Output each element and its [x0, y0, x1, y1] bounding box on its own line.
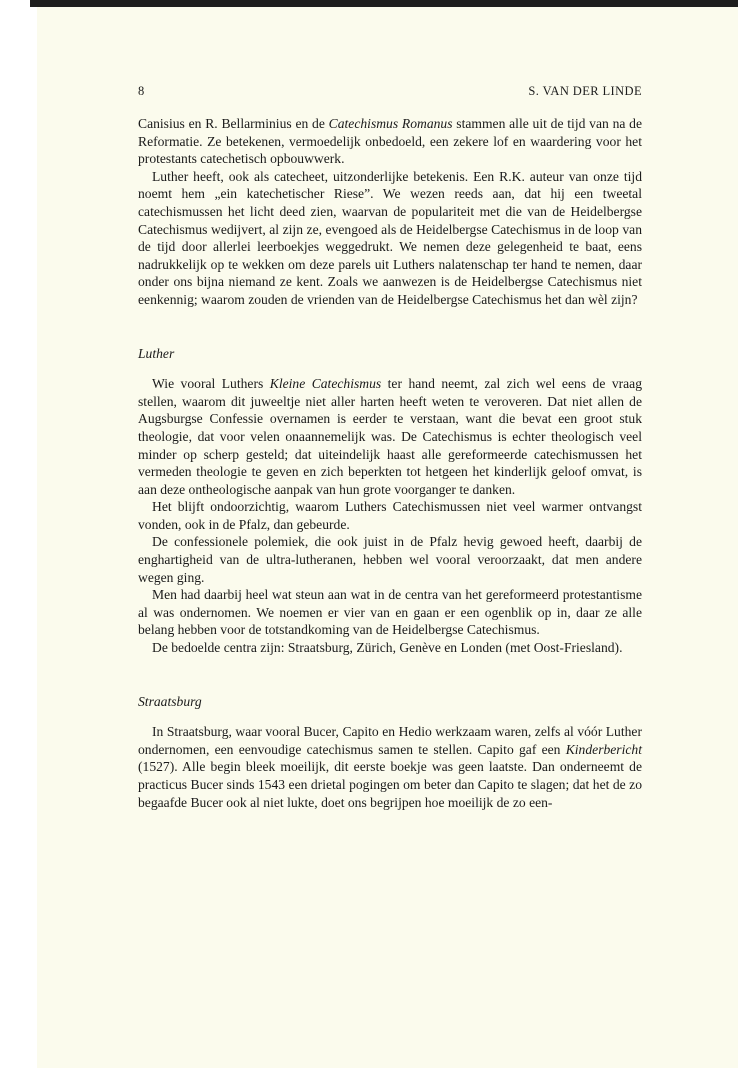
paragraph: Wie vooral Luthers Kleine Catechismus ter hand neemt, zal zich wel eens de vraag stellen, waarom dit juweeltje niet aller harten heeft weten te veroveren. Dat niet allen de Augsburgse Confessie overnamen is eerder te verstaan, want die bevat een groot stuk theologie, dat voor velen onaannemelijk was. De Catechismus is echter theologisch veel minder op scherp gesteld; dat uiteindelijk haast alle gereformeerde catechismussen het vermeden theologie te geven en zich beperkten tot hetgeen het kinderlijk geloof omvat, is aan deze ontheologische aanpak van hun grote voorganger te danken. — [138, 376, 643, 497]
paragraph: In Straatsburg, waar vooral Bucer, Capito en Hedio werkzaam waren, zelfs al vóór Luther ondernomen, een eenvoudige catechismus samen te stellen. Capito gaf een Kinderbericht (1527). Alle begin bleek moeilijk, dit eerste boekje was geen laatste. Dan onderneemt de practicus Bucer sinds 1543 een drietal pogingen om beter dan Capito te slagen; dat het de zo begaafde Bucer ook al niet lukte, doet ons begrijpen hoe moeilijk de zo een- — [138, 724, 642, 810]
paragraph: Het blijft ondoorzichtig, waarom Luthers Catechismussen niet veel warmer ontvangst vonden, ook in de Pfalz, dan gebeurde. — [138, 499, 642, 532]
page-number: 8 — [138, 84, 145, 98]
paragraph: Men had daarbij heel wat steun aan wat in de centra van het gereformeerd protestantisme al was ondernomen. We noemen er vier van en gaan er een ogenblik op in, daar ze alle belang hebben voor de totstandkoming van de Heidelbergse Catechismus. — [138, 587, 642, 638]
body-text — [138, 115, 642, 811]
paragraph: Canisius en R. Bellarminius en de Catechismus Romanus stammen alle uit de tijd van na de Reformatie. Ze betekenen, vermoedelijk onbedoeld, een zekere lof en waardering voor het protestants catechetisch opbouwwerk. — [138, 116, 642, 167]
section-heading-luther: Luther — [138, 345, 175, 361]
paragraph: Luther heeft, ook als catecheet, uitzonderlijke betekenis. Een R.K. auteur van onze tijd noemt hem „ein katechetischer Riese”. We wezen reeds aan, dat hij een tweetal catechismussen het licht deed zien, waarvan de populariteit met die van de Heidelbergse Catechismus wedijvert, al zijn ze, evengoed als de Heidelbergse Catechismus in de loop van de tijd door allerlei leerboekjes weggedrukt. We nemen deze gelegenheid te baat, eens nadrukkelijk op te wekken om deze parels uit Luthers nalatenschap ter hand te nemen, daar onder ons bijna niemand ze kent. Zoals we aanwezen is de Heidelbergse Catechismus niet eenkennig; waarom zouden de vrienden van de Heidelbergse Catechismus het dan wèl zijn? — [138, 168, 642, 307]
paragraph: De confessionele polemiek, die ook juist in de Pfalz hevig gewoed heeft, daarbij de enghartigheid van de ultra-lutheranen, hebben wel vooral veroorzaakt, dat men andere wegen ging. — [138, 534, 642, 585]
paragraph: De bedoelde centra zijn: Straatsburg, Zürich, Genève en Londen (met Oost-Friesland). — [152, 640, 623, 656]
running-author: S. VAN DER LINDE — [528, 84, 642, 98]
scan-edge — [30, 0, 738, 7]
section-heading-straatsburg: Straatsburg — [138, 693, 202, 709]
running-header — [138, 84, 642, 104]
